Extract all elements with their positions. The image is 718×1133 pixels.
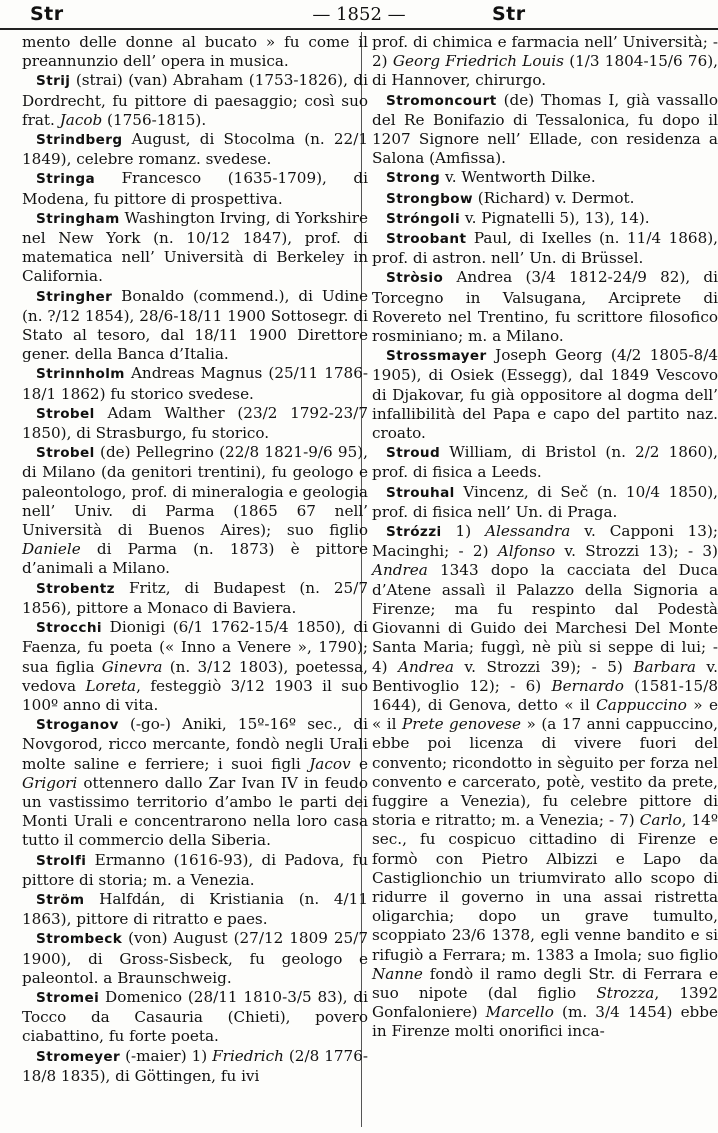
entry-text: Francesco (1635-1709), di Modena, fu pittore di prospettiva. — [22, 169, 368, 208]
dictionary-entry — [22, 988, 368, 1047]
entry-text: Dionigi (6/1 1762-15/4 1850), di Faenza, fu poeta (« Inno a Venere », 1790); sua figlia — [22, 618, 368, 676]
entry-text: Washington Irving, di Yorkshire nel New York (n. 10/12 1847), prof. di matematica nell’ Università di Berkeley in California. — [22, 208, 368, 286]
entry-headword: Stromoncourt — [386, 92, 497, 109]
entry-headword: Strong — [386, 170, 441, 187]
dictionary-entry — [372, 189, 718, 209]
entry-text: (de) Thomas I, già vassallo del Re Bonifazio di Tessalonica, fu dopo il 1207 Signore nell’ Ellade, con residenza a Salona (Amfissa). — [372, 90, 718, 168]
entry-text: William, di Bristol (n. 2/2 1860), prof. di fisica a Leeds. — [372, 443, 718, 482]
entry-text: » e « il — [372, 695, 718, 734]
entry-italic-text: Strozza — [596, 983, 655, 1002]
dictionary-entry — [22, 1047, 368, 1086]
entry-text: Domenico (28/11 1810-3/5 83), di Tocco da Casauria (Chieti), povero ciabattino, fu forte poeta. — [22, 987, 368, 1046]
header-left-headword: Str — [30, 3, 64, 25]
entry-headword: Stromei — [36, 989, 100, 1006]
entry-headword: Strindberg — [36, 132, 123, 149]
entry-text: , 14º sec., fu cospicuo cittadino di Firenze e formò con Pietro Albizzi e Lapo da Castiglionchio un triumvirato allo scopo di ridurre il governo in una assai ristretta oligarchia; dopo un grave tumulto, scoppiato 23/6 1378, egli venne bandito e si rifugiò a Ferrara; m. 1383 a Imola; suo figlio — [372, 811, 718, 964]
entry-text: v. Strozzi 39); - 5) — [453, 657, 634, 676]
entry-text: prof. di chimica e farmacia nell’ Università; - 2) — [372, 33, 718, 71]
dictionary-entry — [372, 483, 718, 522]
entry-headword: Strouhal — [386, 484, 455, 501]
entry-italic-text: Nanne — [372, 964, 423, 983]
entry-italic-text: Daniele — [22, 540, 81, 559]
dictionary-entry — [22, 715, 368, 850]
dictionary-entry — [372, 443, 718, 482]
entry-text: e — [350, 754, 368, 773]
page-number: — 1852 — — [312, 4, 406, 25]
entry-text: Halfdán, di Kristiania (n. 4/11 1863), pittore di ritratto e paes. — [22, 889, 368, 929]
entry-headword: Strobentz — [36, 580, 115, 597]
entry-text: v. Pignatelli 5), 13), 14). — [460, 208, 650, 227]
dictionary-entry — [22, 404, 368, 443]
entry-headword: Ström — [36, 891, 85, 908]
entry-headword: Stròsio — [386, 270, 444, 287]
entry-headword: Strongbow — [386, 190, 473, 207]
entry-text: August, di Stocolma (n. 22/1 1849), celebre romanz. svedese. — [22, 130, 368, 169]
entry-headword: Strobel — [36, 445, 95, 462]
entry-italic-text: Alessandra — [485, 522, 571, 541]
entry-text: , 1392 Gonfaloniere) — [372, 983, 718, 1022]
dictionary-entry — [22, 579, 368, 618]
entry-text: (-go-) Aniki, 15º-16º sec., di Novgorod, ricco mercante, fondò negli Urali molte saline e ferriere; i suoi figli — [22, 715, 368, 773]
entry-text: (1581-15/8 1644), di Genova, detto « il — [372, 676, 718, 714]
entry-text: Fritz, di Budapest (n. 25/7 1856), pittore a Monaco di Baviera. — [22, 578, 368, 617]
running-header — [0, 0, 718, 30]
entry-text: ottennero dallo Zar Ivan IV in feudo un vastissimo territorio d’ambo le parti dei Monti Urali e concentrarono nella loro casa tutto il commercio della Siberia. — [22, 773, 368, 850]
dictionary-entry — [372, 168, 718, 188]
entry-italic-text: Grigori — [22, 773, 78, 792]
entry-text: di Parma (n. 1873) è pittore d’animali a Milano. — [22, 540, 368, 578]
entry-text: (2/8 1776-18/8 1835), di Göttingen, fu ivi — [22, 1046, 368, 1085]
entry-headword: Strolfi — [36, 852, 87, 869]
entry-text: , festeggiò 3/12 1903 il suo 100º anno di vita. — [22, 676, 368, 714]
entry-headword: Stroganov — [36, 717, 119, 734]
right-column — [372, 33, 718, 1042]
entry-text: (1/3 1804-15/6 76), di Hannover, chirurgo. — [372, 52, 718, 90]
dictionary-entry — [372, 522, 718, 1041]
entry-headword: Strossmayer — [386, 348, 487, 365]
dictionary-entry — [22, 618, 368, 715]
entry-text: v. Capponi 13); Macinghi; - 2) — [372, 522, 718, 561]
dictionary-entry — [22, 169, 368, 208]
entry-text: v. Strozzi 13); - 3) — [555, 542, 718, 561]
dictionary-entry — [22, 209, 368, 287]
entry-italic-text: Cappuccino — [596, 695, 687, 714]
entry-headword: Strij — [36, 73, 71, 90]
dictionary-entry — [372, 268, 718, 346]
entry-italic-text: Prete genovese — [402, 715, 522, 734]
entry-headword: Stromeyer — [36, 1048, 121, 1065]
entry-italic-text: Ginevra — [101, 657, 163, 676]
entry-headword: Stroud — [386, 445, 441, 462]
entry-headword: Strocchi — [36, 620, 102, 637]
entry-text: (n. 3/12 1803), poetessa, vedova — [22, 657, 368, 695]
header-right-headword: Str — [492, 3, 526, 25]
entry-italic-text: Andrea — [398, 657, 454, 676]
entry-italic-text: Georg Friedrich Louis — [392, 52, 564, 71]
entry-headword: Strinnholm — [36, 366, 125, 383]
entry-text: Bonaldo (commend.), di Udine (n. ?/12 1854), 28/6-18/11 1900 Sottosegr. di Stato al tesoro, dal 18/11 1900 Direttore gener. della Banca d’Italia. — [22, 286, 368, 364]
entry-italic-text: Bernardo — [551, 676, 624, 695]
entry-italic-text: Alfonso — [497, 542, 556, 561]
dictionary-entry — [372, 91, 718, 169]
entry-headword: Stringher — [36, 288, 113, 305]
entry-text: (von) August (27/12 1809 25/7 1900), di Gross-Sisbeck, fu geologo e paleontol. a Braunschweig. — [22, 929, 368, 987]
dictionary-entry — [22, 929, 368, 988]
entry-text: » (a 17 anni cappuccino, ebbe poi licenza di vivere fuori del convento; ricondotto in sèguito per forza nel convento e carcerato, potè, vestito da prete, fuggire a Venezia), fu celebre pittore di storia e ritratto; m. a Venezia; - 7) — [372, 715, 718, 830]
entry-headword: Strobel — [36, 405, 95, 422]
entry-italic-text: Friedrich — [212, 1046, 284, 1065]
entry-text: Ermanno (1616-93), di Padova, fu pittore di storia; m. a Venezia. — [22, 850, 368, 889]
dictionary-entry — [22, 364, 368, 403]
dictionary-entry — [372, 209, 718, 229]
entry-text: 1343 dopo la cacciata del Duca d’Atene assalì il Palazzo della Signoria a Firenze; ma fu respinto dal Podestà Giovanni di Guido dei Marchesi Del Monte Santa Maria; fuggì, nè più si seppe di lui; - 4) — [372, 561, 718, 676]
entry-text: v. Bentivoglio 12); - 6) — [372, 657, 718, 695]
entry-text: mento delle donne al bucato » fu come il preannunzio dell’ opera in musica. — [22, 33, 368, 71]
dictionary-entry — [372, 229, 718, 268]
dictionary-entry — [22, 130, 368, 169]
entry-italic-text: Marcello — [485, 1003, 554, 1022]
entry-headword: Stroobant — [386, 231, 467, 248]
entry-text: (strai) (van) Abraham (1753-1826), di Dordrecht, fu pittore di paesaggio; così suo frat. — [22, 71, 368, 129]
entry-italic-text: Jacob — [59, 110, 103, 129]
dictionary-entry — [372, 33, 718, 91]
entry-italic-text: Barbara — [633, 657, 696, 676]
entry-text: Vincenz, di Seč (n. 10/4 1850), prof. di fisica nell’ Un. di Praga. — [372, 482, 718, 521]
dictionary-entry — [22, 443, 368, 578]
entry-headword: Strózzi — [386, 524, 442, 541]
entry-text: Joseph Georg (4/2 1805-8/4 1905), di Osiek (Essegg), dal 1849 Vescovo di Djakovar, fu già oppositore al dogma dell’ infallibilità del Papa e capo del partito naz. croato. — [372, 346, 718, 443]
dictionary-entry — [372, 346, 718, 443]
entry-italic-text: Carlo — [639, 811, 682, 830]
entry-italic-text: Loreta — [85, 676, 137, 695]
entry-italic-text: Andrea — [372, 561, 428, 580]
entry-text: (de) Pellegrino (22/8 1821-9/6 95), di Milano (da genitori trentini), fu geologo e paleontologo, prof. di mineralogia e geologia nell’ Univ. di Parma (1865 67 nell’ Università di Buenos Aires); suo figlio — [22, 443, 368, 540]
entry-headword: Stringa — [36, 171, 96, 188]
dictionary-entry — [22, 851, 368, 890]
entry-headword: Stróngoli — [386, 210, 460, 227]
entry-text: (Richard) v. Dermot. — [472, 188, 635, 207]
entry-text: fondò il ramo degli Str. di Ferrara e suo nipote (dal figlio — [372, 964, 718, 1002]
dictionary-entry — [22, 890, 368, 929]
entry-text: Adam Walther (23/2 1792-23/7 1850), di Strasburgo, fu storico. — [22, 403, 368, 443]
entry-text: Andrea (3/4 1812-24/9 82), di Torcegno in Valsugana, Arciprete di Rovereto nel Trentino, fu scrittore filosofico rosminiano; m. a Milano. — [372, 268, 718, 346]
entry-italic-text: Jacov — [309, 754, 351, 773]
left-column — [22, 33, 368, 1086]
dictionary-entry — [22, 71, 368, 130]
dictionary-entry — [22, 33, 368, 71]
entry-headword: Stringham — [36, 210, 120, 227]
entry-text: 1) — [441, 522, 486, 541]
entry-text: (-maier) 1) — [120, 1046, 213, 1065]
entry-text: v. Wentworth Dilke. — [440, 168, 596, 187]
entry-headword: Strombeck — [36, 931, 123, 948]
entry-text: (1756-1815). — [102, 110, 207, 129]
entry-text: (m. 3/4 1454) ebbe in Firenze molti onorifici inca- — [372, 1003, 718, 1041]
entry-text: Paul, di Ixelles (n. 11/4 1868), prof. di astron. nell’ Un. di Brüssel. — [372, 229, 718, 268]
dictionary-entry — [22, 287, 368, 365]
entry-text: Andreas Magnus (25/11 1786-18/1 1862) fu storico svedese. — [22, 364, 368, 403]
